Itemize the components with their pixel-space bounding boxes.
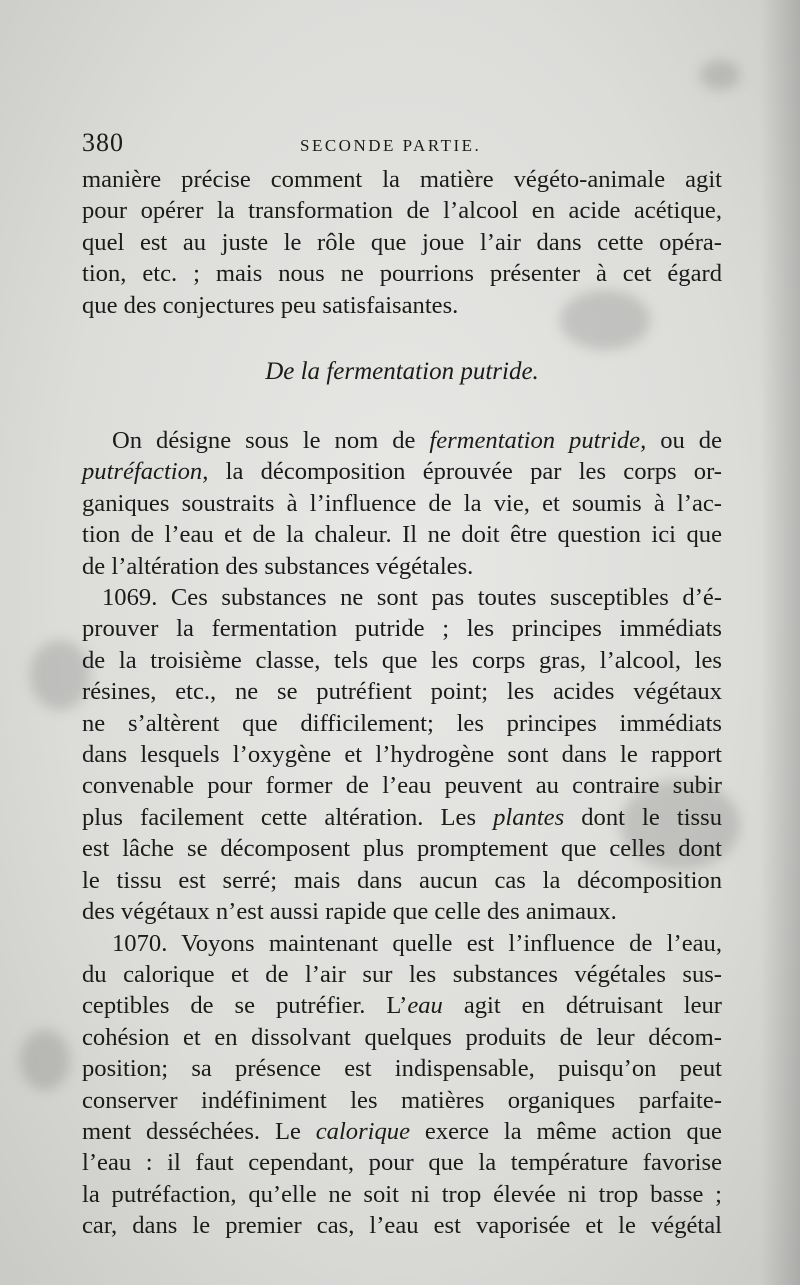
- text-run: exerce la même action que: [410, 1117, 722, 1145]
- text-line: prouver la fermentation putride ; les principes immédiats: [82, 615, 722, 643]
- text-line: [82, 425, 722, 456]
- italic-term: fermentation putride,: [429, 427, 647, 454]
- section-heading: [82, 358, 722, 386]
- body-text-top: [82, 164, 722, 321]
- text-line: ganiques soustraits à l’influence de la vie, et soumis à l’ac-: [82, 489, 722, 517]
- text-line: [82, 802, 722, 833]
- text-line: des végétaux n’est aussi rapide que celle des animaux.: [82, 898, 617, 926]
- text-line: résines, etc., ne se putréfient point; les acides végétaux: [82, 678, 722, 706]
- paper-stain: [30, 640, 90, 710]
- text-line: 1069. Ces substances ne sont pas toutes susceptibles d’é-: [102, 584, 722, 612]
- text-run: dont le tissu: [564, 803, 722, 831]
- text-run: agit en détruisant leur: [442, 992, 722, 1020]
- text-line: conserver indéfiniment les matières organiques parfaite-: [82, 1086, 722, 1114]
- text-line: l’eau : il faut cependant, pour que la température favorise: [82, 1149, 722, 1177]
- italic-term: eau: [407, 992, 443, 1020]
- text-line: cohésion et en dissolvant quelques produits de leur décom-: [82, 1023, 722, 1051]
- text-line: la putréfaction, qu’elle ne soit ni trop élevée ni trop basse ;: [82, 1180, 722, 1208]
- italic-term: plantes: [493, 803, 565, 831]
- italic-term: putréfaction,: [82, 458, 209, 486]
- text-line: le tissu est serré; mais dans aucun cas la décomposition: [82, 866, 722, 894]
- text-run: ment desséchées. Le: [82, 1117, 316, 1145]
- page-header: [82, 128, 722, 164]
- text-line: ne s’altèrent que difficilement; les principes immédiats: [82, 709, 722, 737]
- text-line: 1070. Voyons maintenant quelle est l’influence de l’eau,: [112, 929, 722, 957]
- text-line: est lâche se décomposent plus promptement que celles dont: [82, 835, 722, 863]
- body-text-main: [82, 425, 722, 1242]
- text-run: On désigne sous le nom de: [112, 427, 430, 454]
- text-run: plus facilement cette altération. Les: [82, 803, 494, 831]
- text-run: ou de: [646, 427, 722, 454]
- text-line: quel est au juste le rôle que joue l’air dans cette opéra-: [82, 228, 722, 256]
- text-line: pour opérer la transformation de l’alcool en acide acétique,: [82, 197, 722, 225]
- text-line: [82, 990, 722, 1021]
- italic-term: calorique: [315, 1117, 411, 1145]
- text-line: [82, 1116, 722, 1147]
- running-head: SECONDE PARTIE.: [300, 136, 482, 155]
- section-heading-title: fermentation putride.: [326, 358, 539, 385]
- text-line: convenable pour former de l’eau peuvent au contraire subir: [82, 772, 722, 800]
- section-heading-prefix: De la: [265, 358, 327, 385]
- text-line: [82, 456, 722, 487]
- paper-stain: [20, 1030, 70, 1090]
- text-line: dans lesquels l’oxygène et l’hydrogène sont dans le rapport: [82, 741, 722, 769]
- text-line: tion de l’eau et de la chaleur. Il ne doit être question ici que: [82, 521, 722, 549]
- text-line: tion, etc. ; mais nous ne pourrions présenter à cet égard: [82, 260, 722, 288]
- text-line: manière précise comment la matière végéto-animale agit: [82, 166, 722, 193]
- text-line: position; sa présence est indispensable, puisqu’on peut: [82, 1055, 722, 1083]
- paper-stain: [700, 60, 740, 90]
- page-number: 380: [82, 128, 124, 157]
- text-line: de la troisième classe, tels que les corps gras, l’alcool, les: [82, 646, 722, 674]
- text-line: car, dans le premier cas, l’eau est vaporisée et le végétal: [82, 1212, 722, 1240]
- text-run: la décomposition éprouvée par les corps or-: [208, 458, 722, 486]
- page-edge-shadow: [760, 0, 800, 1285]
- text-line: que des conjectures peu satisfaisantes.: [82, 291, 459, 319]
- text-run: ceptibles de se putréfier. L’: [82, 992, 408, 1020]
- text-line: de l’altération des substances végétales.: [82, 552, 474, 580]
- text-line: du calorique et de l’air sur les substances végétales sus-: [82, 960, 722, 988]
